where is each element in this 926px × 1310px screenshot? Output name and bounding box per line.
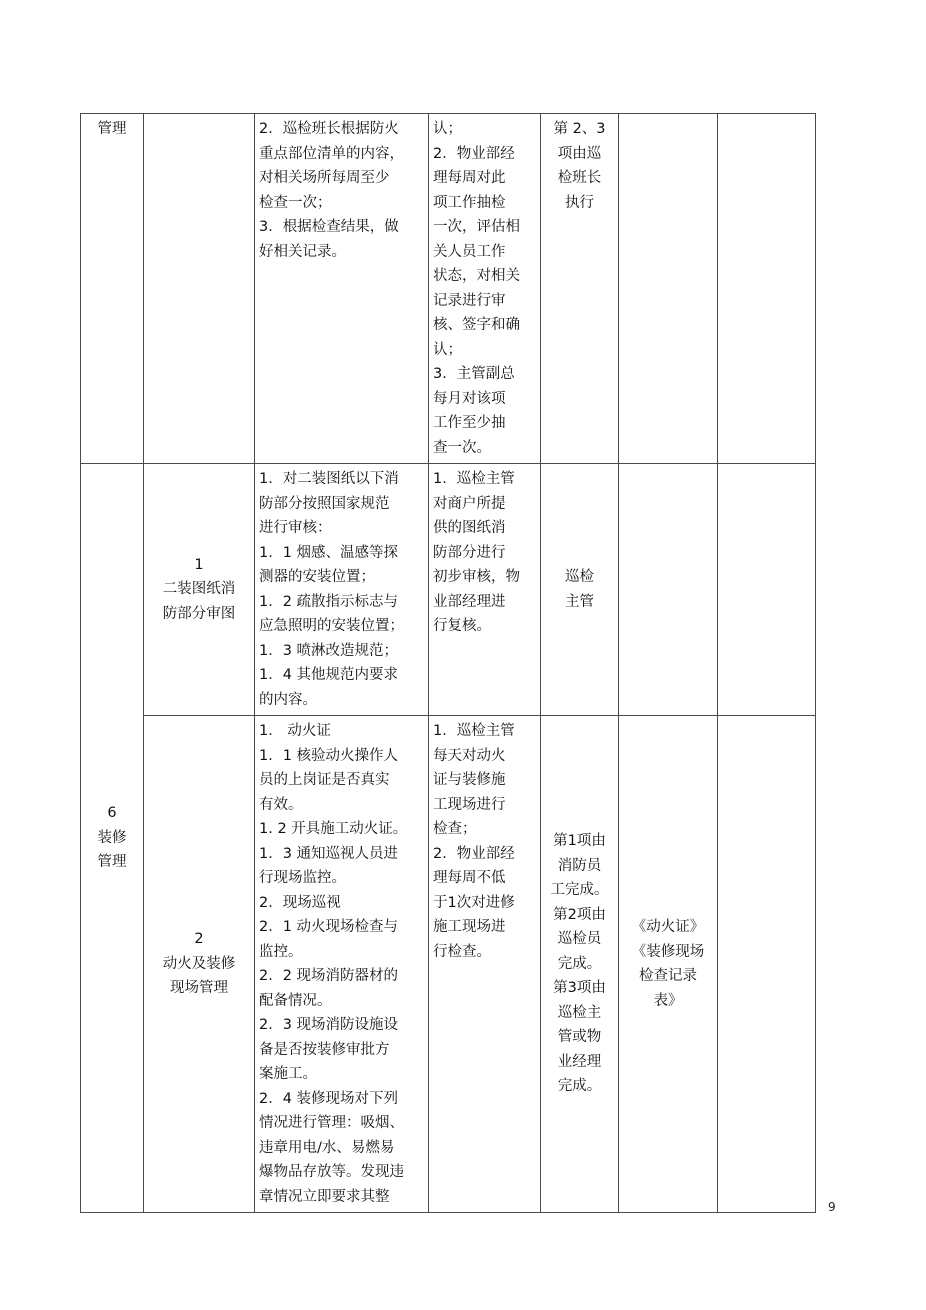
text-line: 备是否按装修审批方 bbox=[259, 1041, 390, 1058]
text-line: 业部经理进 bbox=[433, 593, 506, 610]
text-line: 3．主管副总 bbox=[433, 366, 515, 382]
text-line: 1．2 疏散指示标志与 bbox=[259, 593, 399, 610]
section-cell bbox=[81, 464, 144, 1213]
text-line: 于1次对进修 bbox=[433, 894, 515, 911]
text-line: 应急照明的安装位置； bbox=[259, 618, 404, 634]
text-line: 进行审核： bbox=[259, 520, 332, 536]
text-line: 项工作抽检 bbox=[433, 194, 506, 211]
text-line: 巡检员 bbox=[557, 931, 602, 948]
supervision-cell bbox=[429, 464, 541, 716]
content-cell bbox=[255, 464, 429, 716]
text-line: 检查记录 bbox=[639, 968, 697, 984]
text-line: 章情况立即要求其整 bbox=[259, 1188, 390, 1205]
text-line: 每天对动火 bbox=[433, 747, 506, 764]
text-line: 一次，评估相 bbox=[433, 219, 520, 235]
executor-cell bbox=[541, 464, 619, 716]
text-line: 员的上岗证是否真实 bbox=[259, 772, 390, 788]
text-line: 《动火证》 bbox=[631, 919, 705, 935]
executor-cell bbox=[541, 114, 619, 464]
text-line: 2．1 动火现场检查与 bbox=[259, 919, 399, 935]
table-row bbox=[81, 716, 816, 1213]
text-line: 认； bbox=[433, 341, 462, 358]
text-line: 防部分进行 bbox=[433, 544, 506, 561]
content-cell bbox=[255, 114, 429, 464]
text-line: 2．现场巡视 bbox=[259, 894, 341, 911]
text-line: 每月对该项 bbox=[433, 390, 506, 407]
text-line: 1．1 核验动火操作人 bbox=[259, 747, 399, 764]
text-line: 2．2 现场消防器材的 bbox=[259, 968, 399, 984]
text-line: 表》 bbox=[653, 992, 683, 1009]
executor-cell bbox=[541, 716, 619, 1213]
text-line: 检查； bbox=[433, 821, 477, 837]
page-number: 9 bbox=[828, 1200, 836, 1214]
text-line: 检班长 bbox=[557, 170, 602, 186]
item-cell bbox=[144, 114, 255, 464]
category-cell bbox=[81, 114, 144, 464]
text-line: 巡检主 bbox=[557, 1004, 602, 1021]
text-line: 3．根据检查结果，做 bbox=[259, 219, 399, 235]
text-line: 施工现场进 bbox=[433, 919, 506, 935]
text-line: 1. 2 开具施工动火证。 bbox=[259, 821, 408, 837]
section-name-line: 管理 bbox=[97, 854, 127, 871]
item-number: 1 bbox=[194, 556, 204, 573]
text-line: 巡检 bbox=[565, 569, 594, 585]
item-name-line: 现场管理 bbox=[170, 980, 228, 997]
text-line: 行现场监控。 bbox=[259, 870, 346, 886]
text-line: 行检查。 bbox=[433, 943, 491, 960]
section-number: 6 bbox=[107, 805, 117, 822]
text-line: 初步审核，物 bbox=[433, 569, 520, 585]
item-name-line: 二装图纸消 bbox=[162, 581, 236, 598]
text-line: 1．巡检主管 bbox=[433, 471, 515, 487]
text-line: 的内容。 bbox=[259, 691, 317, 708]
text-line: 1． 动火证 bbox=[259, 723, 331, 739]
text-line: 《装修现场 bbox=[631, 943, 705, 960]
text-line: 2．物业部经 bbox=[433, 145, 515, 162]
text-line: 1．4 其他规范内要求 bbox=[259, 667, 399, 683]
text-line: 测器的安装位置； bbox=[259, 569, 375, 585]
text-line: 爆物品存放等。发现违 bbox=[259, 1164, 404, 1180]
text-line: 配备情况。 bbox=[259, 992, 332, 1009]
text-line: 有效。 bbox=[259, 796, 303, 813]
text-line: 查一次。 bbox=[433, 439, 491, 456]
text-line: 1．1 烟感、温感等探 bbox=[259, 544, 399, 561]
text-line: 执行 bbox=[565, 194, 594, 211]
text-line: 1．巡检主管 bbox=[433, 723, 515, 739]
text-line: 第3项由 bbox=[553, 980, 606, 997]
text-line: 第2项由 bbox=[553, 906, 606, 923]
table-row bbox=[81, 464, 816, 716]
text-line: 防部分按照国家规范 bbox=[259, 495, 390, 512]
text-line: 主管 bbox=[565, 593, 594, 610]
text-line: 关人员工作 bbox=[433, 243, 506, 260]
text-line: 情况进行管理：吸烟、 bbox=[259, 1115, 404, 1131]
text-line: 核、签字和确 bbox=[433, 317, 520, 333]
text-line: 管或物 bbox=[557, 1029, 602, 1046]
item-number: 2 bbox=[194, 931, 204, 948]
supervision-cell bbox=[429, 114, 541, 464]
item-name-line: 防部分审图 bbox=[162, 605, 236, 622]
text-line: 行复核。 bbox=[433, 618, 491, 634]
text-line: 1．对二装图纸以下消 bbox=[259, 471, 399, 487]
text-line: 理每周对此 bbox=[433, 170, 506, 186]
supervision-cell bbox=[429, 716, 541, 1213]
item-cell bbox=[144, 464, 255, 716]
text-line: 项由巡 bbox=[557, 145, 602, 162]
record-cell bbox=[619, 716, 718, 1213]
text-line: 好相关记录。 bbox=[259, 243, 346, 260]
remark-cell bbox=[718, 464, 816, 716]
text-line: 2．3 现场消防设施设 bbox=[259, 1017, 399, 1033]
text-line: 2．物业部经 bbox=[433, 845, 515, 862]
text-line: 对相关场所每周至少 bbox=[259, 170, 390, 186]
text-line: 认； bbox=[433, 121, 462, 137]
text-line: 工作至少抽 bbox=[433, 415, 506, 431]
text-line: 证与装修施 bbox=[433, 772, 506, 788]
text-line: 理每周不低 bbox=[433, 870, 506, 886]
section-name-line: 装修 bbox=[97, 829, 127, 846]
text-line: 完成。 bbox=[557, 1078, 602, 1095]
table-row bbox=[81, 114, 816, 464]
text-line: 案施工。 bbox=[259, 1066, 317, 1082]
item-name-line: 动火及装修 bbox=[162, 955, 236, 972]
item-cell bbox=[144, 716, 255, 1213]
text-line: 工现场进行 bbox=[433, 796, 506, 813]
text-line: 业经理 bbox=[557, 1053, 602, 1070]
text-line: 完成。 bbox=[557, 955, 602, 972]
text-line: 消防员 bbox=[557, 857, 602, 874]
text-line: 1．3 喷淋改造规范； bbox=[259, 642, 399, 659]
text-line: 对商户所提 bbox=[433, 495, 506, 512]
remark-cell bbox=[718, 114, 816, 464]
text-line: 重点部位清单的内容， bbox=[259, 145, 404, 162]
text-line: 状态，对相关 bbox=[433, 268, 520, 284]
text-line: 1．3 通知巡视人员进 bbox=[259, 845, 399, 862]
text-line: 违章用电/水、易燃易 bbox=[259, 1139, 395, 1156]
record-cell bbox=[619, 114, 718, 464]
remark-cell bbox=[718, 716, 816, 1213]
category-label: 管理 bbox=[97, 121, 127, 137]
text-line: 2．巡检班长根据防火 bbox=[259, 121, 399, 137]
text-line: 第1项由 bbox=[553, 833, 606, 850]
text-line: 检查一次； bbox=[259, 194, 332, 211]
text-line: 第 2、3 bbox=[553, 121, 606, 137]
fire-management-table bbox=[80, 113, 816, 1213]
record-cell bbox=[619, 464, 718, 716]
content-cell bbox=[255, 716, 429, 1213]
text-line: 2．4 装修现场对下列 bbox=[259, 1090, 399, 1107]
text-line: 记录进行审 bbox=[433, 292, 506, 309]
text-line: 监控。 bbox=[259, 943, 303, 960]
text-line: 工完成。 bbox=[550, 882, 609, 899]
text-line: 供的图纸消 bbox=[433, 520, 506, 536]
